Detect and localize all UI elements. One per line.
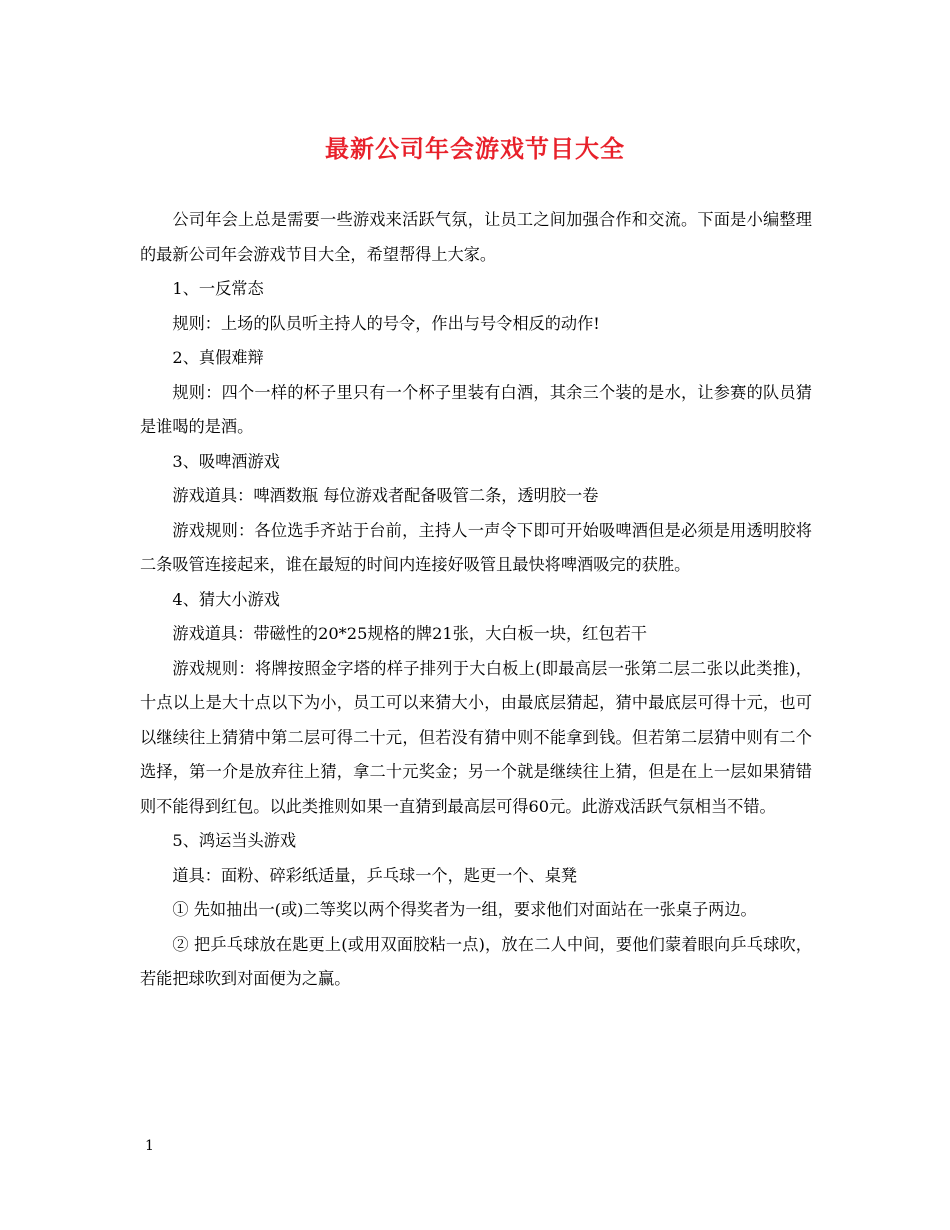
paragraph-rule-1: 规则：上场的队员听主持人的号令，作出与号令相反的动作! bbox=[172, 313, 600, 333]
paragraph-props-4: 游戏道具：带磁性的20*25规格的牌21张，大白板一块，红包若干 bbox=[172, 624, 647, 643]
paragraph-rule-4: 游戏规则：将牌按照金字塔的样子排列于大白板上(即最高层一张第二层二张以此类推)，十点以上是大十点以下为小，员工可以来猜大小，由最底层猜起，猜中最底层可得十元，也可以继续往上猜猜中第二层可得二十元，但若没有猜中则不能拿到钱。但若第二层猜中则有二个选择，第一介是放弃往上猜，拿二十元奖金；另一个就是继续往上猜，但是在上一层如果猜错则不能得到红包。以此类推则如果一直猜到最高层可得60元。此游戏活跃气氛相当不错。 bbox=[140, 658, 812, 816]
paragraph-rule-3: 游戏规则：各位选手齐站于台前，主持人一声令下即可开始吸啤酒但是必须是用透明胶将二条吸管连接起来，谁在最短的时间内连接好吸管且最快将啤酒吸完的获胜。 bbox=[140, 520, 812, 574]
section-heading-5: 5、鸿运当头游戏 bbox=[172, 831, 297, 850]
section-heading-2: 2、真假难辩 bbox=[172, 348, 264, 367]
document-body bbox=[140, 203, 812, 997]
section-heading-4: 4、猜大小游戏 bbox=[172, 589, 280, 609]
paragraph-step-1: ① 先如抽出一(或)二等奖以两个得奖者为一组，要求他们对面站在一张桌子两边。 bbox=[172, 900, 757, 919]
paragraph-step-2: ② 把乒乓球放在匙更上(或用双面胶粘一点)，放在二人中间，要他们蒙着眼向乒乓球吹，若能把球吹到对面便为之赢。 bbox=[140, 934, 812, 988]
paragraph-props-5: 道具：面粉、碎彩纸适量，乒乓球一个，匙更一个、桌凳 bbox=[172, 865, 578, 885]
page-number: 1 bbox=[145, 1138, 154, 1154]
section-heading-1: 1、一反常态 bbox=[172, 279, 264, 298]
paragraph-intro: 公司年会上总是需要一些游戏来活跃气氛，让员工之间加强合作和交流。下面是小编整理的最新公司年会游戏节目大全，希望帮得上大家。 bbox=[140, 210, 812, 264]
paragraph-props-3: 游戏道具：啤酒数瓶 每位游戏者配备吸管二条，透明胶一卷 bbox=[172, 486, 599, 505]
section-heading-3: 3、吸啤酒游戏 bbox=[172, 451, 280, 471]
paragraph-rule-2: 规则：四个一样的杯子里只有一个杯子里装有白酒，其余三个装的是水，让参赛的队员猜是谁喝的是酒。 bbox=[140, 382, 812, 436]
document-title: 最新公司年会游戏节目大全 bbox=[325, 134, 625, 163]
